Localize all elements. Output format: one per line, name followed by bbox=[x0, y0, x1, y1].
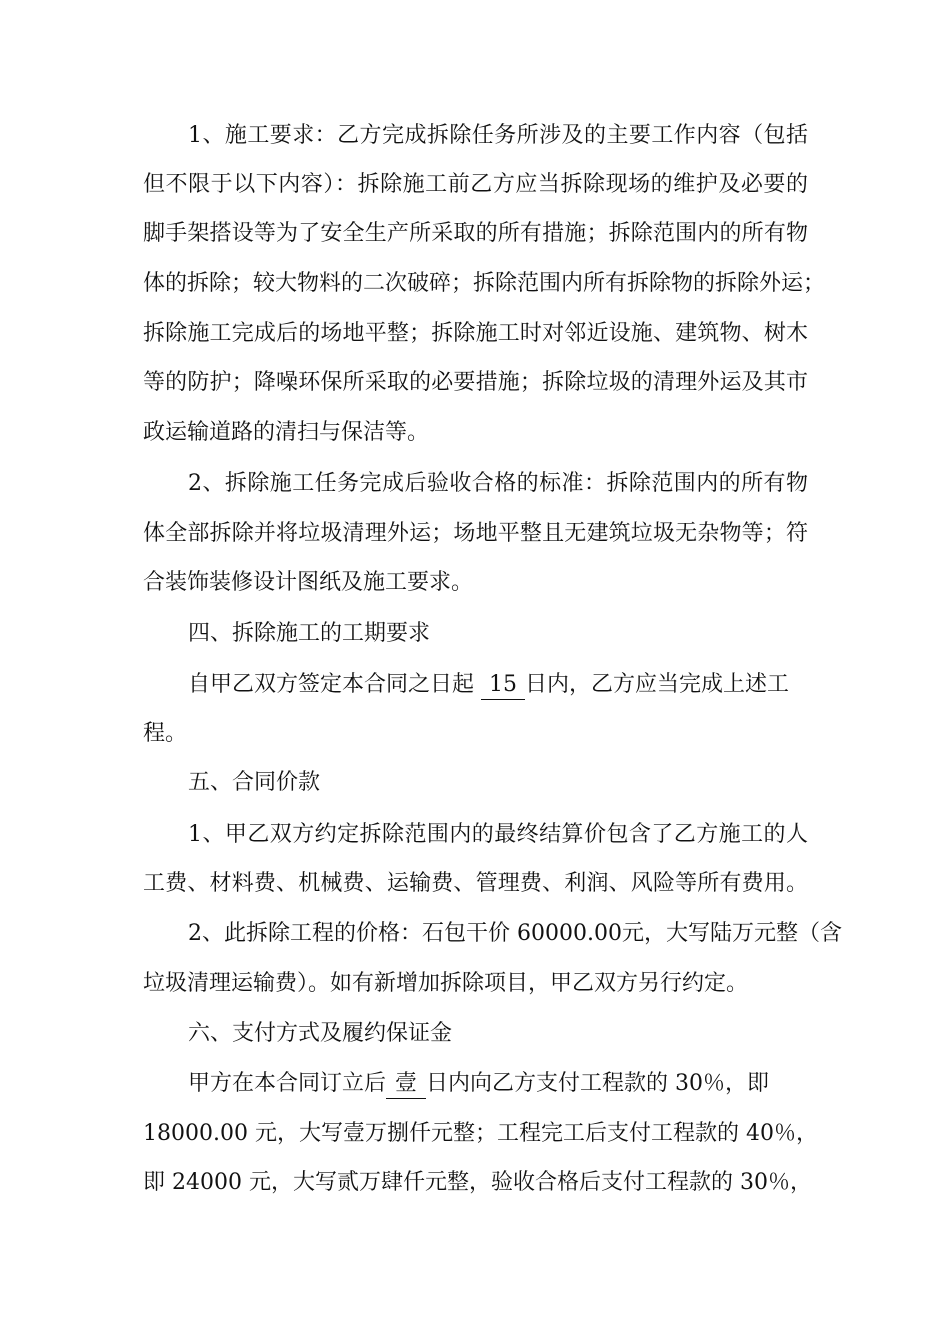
payment-text-before: 甲方在本合同订立后 bbox=[188, 1071, 387, 1096]
paragraph-line: 1、甲乙双方约定拆除范围内的最终结算价包含了乙方施工的人 bbox=[188, 822, 808, 847]
period-text-before: 自甲乙双方签定本合同之日起 bbox=[188, 672, 481, 697]
payment-line bbox=[188, 1068, 808, 1100]
paragraph-line: 工费、材料费、机械费、运输费、管理费、利润、风险等所有费用。 bbox=[143, 871, 808, 896]
paragraph-line: 合装饰装修设计图纸及施工要求。 bbox=[143, 570, 474, 595]
paragraph-line: 体全部拆除并将垃圾清理外运；场地平整且无建筑垃圾无杂物等；符 bbox=[143, 521, 808, 546]
paragraph-line: 等的防护；降噪环保所采取的必要措施；拆除垃圾的清理外运及其市 bbox=[143, 370, 808, 395]
paragraph-line: 18000.00 元，大写壹万捌仟元整；工程完工后支付工程款的 40％， bbox=[143, 1121, 818, 1146]
paragraph-line: 脚手架搭设等为了安全生产所采取的所有措施；拆除范围内的所有物 bbox=[143, 221, 808, 246]
paragraph-line: 程。 bbox=[143, 721, 188, 746]
paragraph-line: 即 24000 元，大写贰万肆仟元整，验收合格后支付工程款的 30％， bbox=[143, 1170, 812, 1195]
paragraph-line: 2、此拆除工程的价格：石包干价 60000.00元，大写陆万元整（含 bbox=[188, 921, 842, 946]
paragraph-line: 1、施工要求：乙方完成拆除任务所涉及的主要工作内容（包括 bbox=[188, 123, 808, 148]
construction-period-line bbox=[188, 669, 808, 701]
paragraph-line: 政运输道路的清扫与保洁等。 bbox=[143, 420, 430, 445]
section-heading: 四、拆除施工的工期要求 bbox=[188, 621, 431, 646]
payment-text-after: 日内向乙方支付工程款的 30％，即 bbox=[426, 1071, 770, 1096]
period-days-blank: 15 bbox=[481, 671, 525, 700]
paragraph-line: 但不限于以下内容）：拆除施工前乙方应当拆除现场的维护及必要的 bbox=[143, 172, 808, 197]
period-text-after: 日内，乙方应当完成上述工 bbox=[525, 672, 790, 697]
section-heading: 六、支付方式及履约保证金 bbox=[188, 1021, 453, 1046]
paragraph-line: 垃圾清理运输费）。如有新增加拆除项目，甲乙双方另行约定。 bbox=[143, 971, 749, 996]
paragraph-line: 2、拆除施工任务完成后验收合格的标准：拆除范围内的所有物 bbox=[188, 471, 808, 496]
payment-days-blank: 壹 bbox=[386, 1070, 426, 1099]
paragraph-line: 拆除施工完成后的场地平整；拆除施工时对邻近设施、建筑物、树木 bbox=[143, 321, 808, 346]
section-heading: 五、合同价款 bbox=[188, 770, 321, 795]
paragraph-line: 体的拆除；较大物料的二次破碎；拆除范围内所有拆除物的拆除外运； bbox=[143, 271, 826, 296]
